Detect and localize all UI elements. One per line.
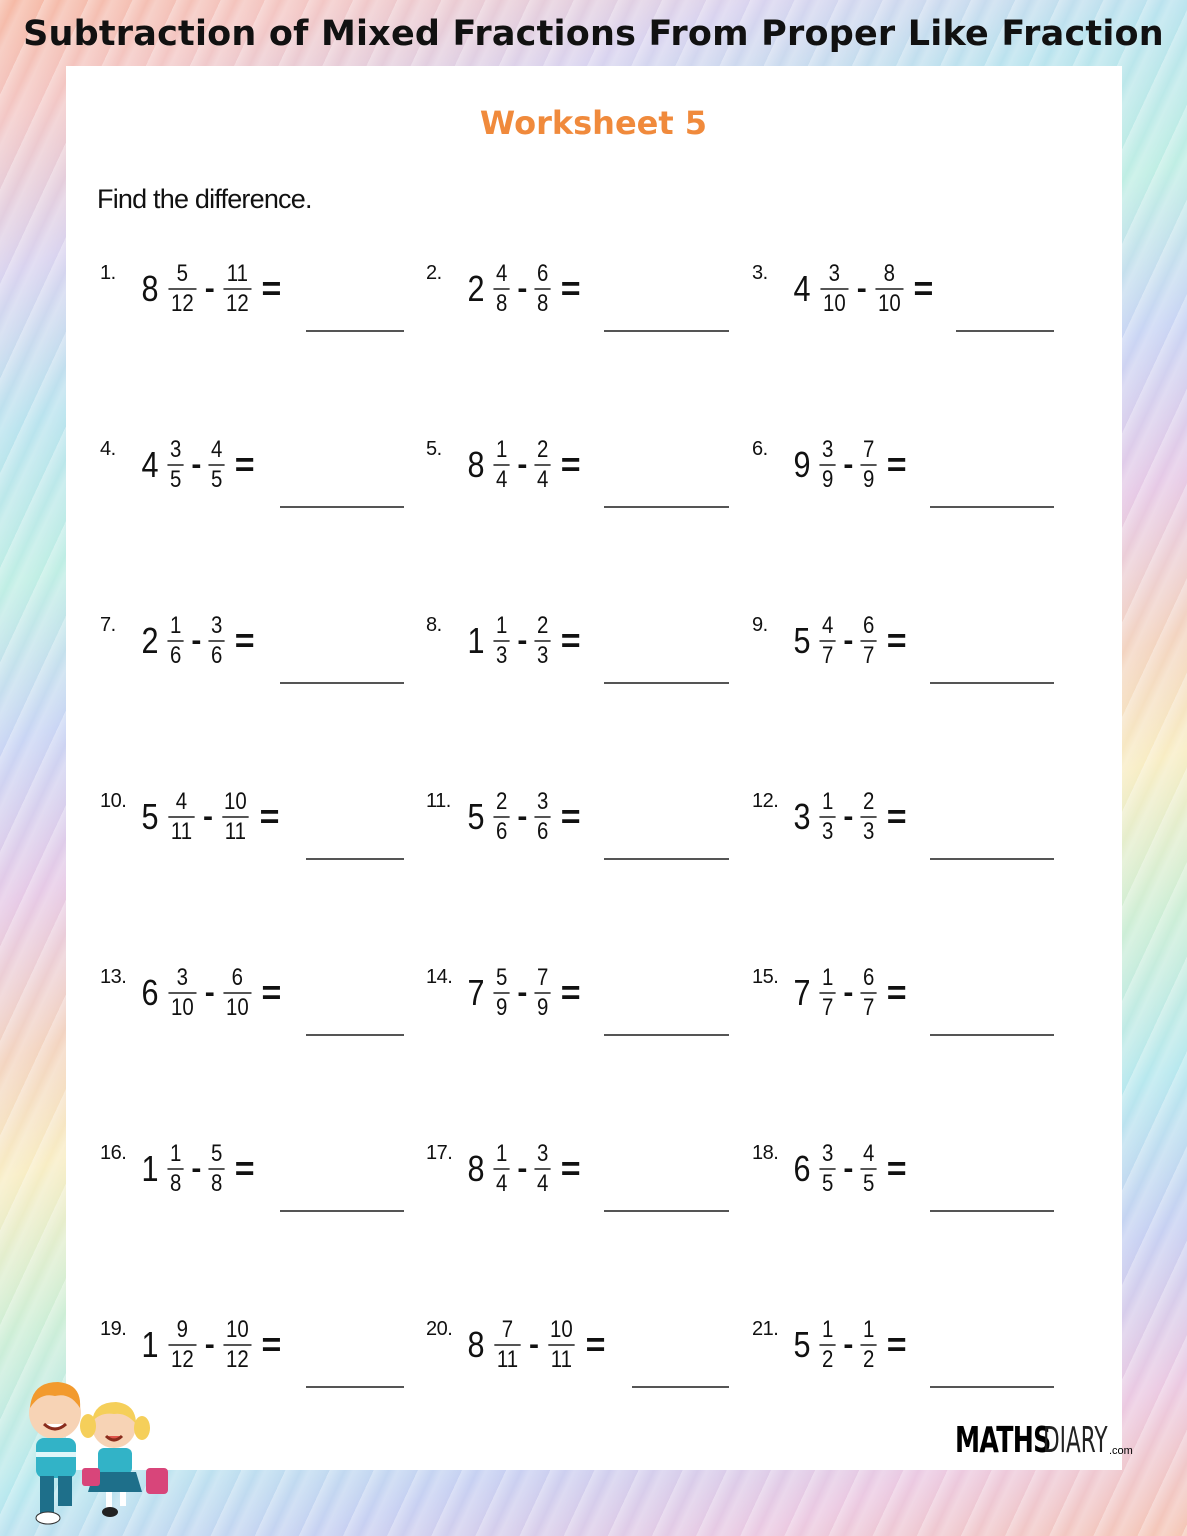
proper-fraction — [861, 436, 877, 494]
whole-number: 7 — [467, 972, 485, 1013]
problem-expression — [466, 612, 581, 670]
numerator: 1 — [822, 964, 834, 991]
proper-fraction — [535, 260, 551, 318]
problem-expression — [792, 436, 907, 494]
instruction-text: Find the difference. — [97, 184, 312, 214]
minus-sign: - — [856, 272, 867, 305]
answer-blank-9[interactable] — [930, 682, 1054, 684]
proper-fraction — [861, 788, 877, 846]
minus-sign: - — [843, 448, 854, 481]
answer-blank-4[interactable] — [280, 506, 404, 508]
problem-number: 19. — [100, 1318, 127, 1340]
proper-fraction — [861, 1316, 877, 1374]
denominator: 6 — [493, 816, 509, 846]
numerator: 8 — [883, 260, 895, 287]
problem-12 — [752, 786, 907, 876]
denominator: 5 — [209, 464, 225, 494]
problem-expression — [466, 1140, 581, 1198]
numerator: 6 — [231, 964, 243, 991]
problem-number: 3. — [752, 262, 768, 284]
mixed-fraction-part — [167, 1140, 183, 1198]
problem-expression — [140, 436, 255, 494]
mixed-fraction-part — [819, 1140, 835, 1198]
equals-sign: = — [560, 973, 581, 1012]
logo-light-text: DIARY — [1043, 1420, 1108, 1461]
answer-blank-19[interactable] — [306, 1386, 404, 1388]
equals-sign: = — [234, 1149, 255, 1188]
denominator: 4 — [493, 1168, 509, 1198]
denominator: 5 — [167, 464, 183, 494]
problem-10 — [100, 786, 280, 876]
whole-number: 2 — [141, 620, 159, 661]
answer-blank-1[interactable] — [306, 330, 404, 332]
numerator: 2 — [537, 612, 549, 639]
minus-sign: - — [843, 976, 854, 1009]
minus-sign: - — [843, 1152, 854, 1185]
equals-sign: = — [560, 797, 581, 836]
numerator: 2 — [863, 788, 875, 815]
problem-expression — [466, 788, 581, 846]
denominator: 12 — [168, 1344, 196, 1374]
numerator: 3 — [537, 788, 549, 815]
minus-sign: - — [843, 624, 854, 657]
problem-15 — [752, 962, 907, 1052]
mixed-fraction-part — [167, 436, 183, 494]
denominator: 7 — [861, 640, 877, 670]
numerator: 3 — [822, 1140, 834, 1167]
denominator: 8 — [493, 288, 509, 318]
numerator: 4 — [211, 436, 223, 463]
proper-fraction — [535, 1140, 551, 1198]
numerator: 5 — [211, 1140, 223, 1167]
numerator: 7 — [537, 964, 549, 991]
equals-sign: = — [560, 621, 581, 660]
problem-number: 6. — [752, 438, 768, 460]
minus-sign: - — [204, 976, 215, 1009]
denominator: 7 — [861, 992, 877, 1022]
numerator: 1 — [822, 1316, 834, 1343]
denominator: 7 — [819, 640, 835, 670]
kids-illustration-icon — [10, 1368, 175, 1528]
numerator: 4 — [863, 1140, 875, 1167]
problem-number: 18. — [752, 1142, 779, 1164]
problem-11 — [426, 786, 581, 876]
problem-6 — [752, 434, 907, 524]
denominator: 9 — [493, 992, 509, 1022]
proper-fraction — [875, 260, 903, 318]
numerator: 1 — [863, 1316, 875, 1343]
mixed-fraction-part — [167, 612, 183, 670]
mixed-fraction-part — [168, 964, 196, 1022]
denominator: 10 — [875, 288, 903, 318]
denominator: 8 — [535, 288, 551, 318]
minus-sign: - — [517, 272, 528, 305]
problem-number: 9. — [752, 614, 768, 636]
denominator: 10 — [820, 288, 848, 318]
problem-4 — [100, 434, 255, 524]
mixed-fraction-part — [494, 1316, 520, 1374]
problem-1 — [100, 258, 281, 348]
proper-fraction — [535, 788, 551, 846]
problem-2 — [426, 258, 581, 348]
answer-blank-10[interactable] — [306, 858, 404, 860]
problem-number: 4. — [100, 438, 116, 460]
whole-number: 5 — [141, 796, 159, 837]
denominator: 3 — [861, 816, 877, 846]
numerator: 11 — [226, 260, 248, 287]
minus-sign: - — [202, 800, 213, 833]
whole-number: 9 — [793, 444, 811, 485]
answer-blank-21[interactable] — [930, 1386, 1054, 1388]
numerator: 9 — [176, 1316, 189, 1343]
numerator: 1 — [496, 612, 508, 639]
proper-fraction — [535, 964, 551, 1022]
denominator: 5 — [861, 1168, 877, 1198]
mixed-fraction-part — [493, 260, 509, 318]
answer-blank-12[interactable] — [930, 858, 1054, 860]
problem-number: 14. — [426, 966, 453, 988]
answer-blank-16[interactable] — [280, 1210, 404, 1212]
answer-blank-20[interactable] — [632, 1386, 729, 1388]
problem-13 — [100, 962, 281, 1052]
minus-sign: - — [204, 1328, 215, 1361]
problem-21 — [752, 1314, 907, 1404]
problem-number: 8. — [426, 614, 442, 636]
problem-expression — [792, 612, 907, 670]
problem-14 — [426, 962, 581, 1052]
problem-expression — [792, 788, 907, 846]
answer-blank-15[interactable] — [930, 1034, 1054, 1036]
numerator: 10 — [225, 1316, 249, 1343]
proper-fraction — [547, 1316, 575, 1374]
numerator: 6 — [863, 964, 875, 991]
denominator: 11 — [222, 816, 248, 846]
numerator: 5 — [496, 964, 508, 991]
problem-number: 15. — [752, 966, 779, 988]
page-title: Subtraction of Mixed Fractions From Proper Like Fraction — [23, 14, 1164, 54]
mixed-fraction-part — [819, 436, 835, 494]
denominator: 12 — [223, 1344, 251, 1374]
proper-fraction — [861, 964, 877, 1022]
problem-number: 17. — [426, 1142, 453, 1164]
equals-sign: = — [886, 1325, 907, 1364]
proper-fraction — [535, 612, 551, 670]
denominator: 6 — [167, 640, 183, 670]
problem-number: 7. — [100, 614, 116, 636]
denominator: 3 — [493, 640, 509, 670]
whole-number: 1 — [141, 1148, 159, 1189]
denominator: 3 — [819, 816, 835, 846]
denominator: 6 — [209, 640, 225, 670]
problem-5 — [426, 434, 581, 524]
mixed-fraction-part — [168, 260, 196, 318]
problem-20 — [426, 1314, 606, 1404]
equals-sign: = — [560, 269, 581, 308]
denominator: 4 — [493, 464, 509, 494]
whole-number: 8 — [467, 1324, 485, 1365]
equals-sign: = — [261, 269, 282, 308]
proper-fraction — [223, 1316, 251, 1374]
whole-number: 4 — [793, 268, 811, 309]
proper-fraction — [209, 436, 225, 494]
problem-expression — [792, 260, 933, 318]
numerator: 4 — [822, 612, 834, 639]
numerator: 7 — [863, 436, 875, 463]
whole-number: 6 — [141, 972, 159, 1013]
answer-blank-5[interactable] — [604, 506, 729, 508]
minus-sign: - — [204, 272, 215, 305]
denominator: 4 — [535, 1168, 551, 1198]
problem-number: 2. — [426, 262, 442, 284]
numerator: 3 — [170, 436, 182, 463]
problem-expression — [466, 436, 581, 494]
mixed-fraction-part — [493, 964, 509, 1022]
numerator: 6 — [537, 260, 549, 287]
numerator: 10 — [549, 1316, 573, 1343]
problem-expression — [792, 1140, 907, 1198]
mixed-fraction-part — [493, 1140, 509, 1198]
numerator: 5 — [176, 260, 189, 287]
denominator: 9 — [819, 464, 835, 494]
mixed-fraction-part — [168, 788, 194, 846]
numerator: 3 — [822, 436, 834, 463]
problem-expression — [792, 964, 907, 1022]
denominator: 4 — [535, 464, 551, 494]
denominator: 9 — [535, 992, 551, 1022]
whole-number: 2 — [467, 268, 485, 309]
problem-expression — [792, 1316, 907, 1374]
minus-sign: - — [528, 1328, 539, 1361]
equals-sign: = — [261, 1325, 282, 1364]
problem-number: 11. — [426, 790, 451, 812]
equals-sign: = — [560, 1149, 581, 1188]
denominator: 9 — [861, 464, 877, 494]
mathsdiary-logo — [955, 1420, 1133, 1461]
denominator: 10 — [223, 992, 251, 1022]
answer-blank-3[interactable] — [956, 330, 1054, 332]
problem-expression — [140, 964, 281, 1022]
minus-sign: - — [191, 1152, 202, 1185]
mixed-fraction-part — [493, 612, 509, 670]
problem-number: 21. — [752, 1318, 779, 1340]
proper-fraction — [861, 1140, 877, 1198]
problem-16 — [100, 1138, 255, 1228]
whole-number: 8 — [141, 268, 159, 309]
numerator: 1 — [496, 436, 508, 463]
problem-9 — [752, 610, 907, 700]
answer-blank-18[interactable] — [930, 1210, 1054, 1212]
problem-17 — [426, 1138, 581, 1228]
mixed-fraction-part — [819, 964, 835, 1022]
problem-number: 5. — [426, 438, 442, 460]
proper-fraction — [221, 788, 249, 846]
problem-number: 16. — [100, 1142, 127, 1164]
denominator: 8 — [167, 1168, 183, 1198]
problem-number: 1. — [100, 262, 116, 284]
whole-number: 4 — [141, 444, 159, 485]
numerator: 10 — [223, 788, 247, 815]
problem-expression — [140, 1140, 255, 1198]
problem-expression — [140, 788, 280, 846]
logo-suffix-text: .com — [1109, 1445, 1133, 1457]
proper-fraction — [209, 612, 225, 670]
whole-number: 8 — [467, 1148, 485, 1189]
denominator: 10 — [168, 992, 196, 1022]
problem-number: 10. — [100, 790, 127, 812]
denominator: 8 — [209, 1168, 225, 1198]
numerator: 1 — [822, 788, 834, 815]
numerator: 7 — [501, 1316, 514, 1343]
equals-sign: = — [886, 445, 907, 484]
answer-blank-14[interactable] — [604, 1034, 729, 1036]
minus-sign: - — [843, 1328, 854, 1361]
denominator: 11 — [168, 816, 194, 846]
numerator: 3 — [176, 964, 189, 991]
whole-number: 5 — [793, 620, 811, 661]
equals-sign: = — [560, 445, 581, 484]
proper-fraction — [209, 1140, 225, 1198]
minus-sign: - — [191, 448, 202, 481]
minus-sign: - — [191, 624, 202, 657]
numerator: 2 — [496, 788, 508, 815]
answer-blank-11[interactable] — [604, 858, 729, 860]
numerator: 3 — [537, 1140, 549, 1167]
answer-blank-7[interactable] — [280, 682, 404, 684]
problem-expression — [466, 1316, 606, 1374]
logo-bold-text: MATHS — [955, 1420, 1051, 1461]
problem-number: 20. — [426, 1318, 453, 1340]
mixed-fraction-part — [820, 260, 848, 318]
denominator: 12 — [168, 288, 196, 318]
denominator: 7 — [819, 992, 835, 1022]
equals-sign: = — [261, 973, 282, 1012]
proper-fraction — [861, 612, 877, 670]
problem-number: 13. — [100, 966, 127, 988]
whole-number: 7 — [793, 972, 811, 1013]
denominator: 12 — [223, 288, 251, 318]
denominator: 11 — [548, 1344, 574, 1374]
mixed-fraction-part — [819, 1316, 835, 1374]
mixed-fraction-part — [493, 788, 509, 846]
equals-sign: = — [259, 797, 280, 836]
problem-8 — [426, 610, 581, 700]
whole-number: 8 — [467, 444, 485, 485]
answer-blank-2[interactable] — [604, 330, 729, 332]
denominator: 2 — [819, 1344, 835, 1374]
mixed-fraction-part — [168, 1316, 196, 1374]
problem-expression — [466, 964, 581, 1022]
numerator: 2 — [537, 436, 549, 463]
denominator: 3 — [535, 640, 551, 670]
numerator: 4 — [496, 260, 508, 287]
equals-sign: = — [234, 445, 255, 484]
numerator: 4 — [175, 788, 188, 815]
answer-blank-17[interactable] — [604, 1210, 729, 1212]
numerator: 1 — [170, 1140, 182, 1167]
numerator: 6 — [863, 612, 875, 639]
proper-fraction — [223, 260, 251, 318]
equals-sign: = — [886, 797, 907, 836]
mixed-fraction-part — [493, 436, 509, 494]
problem-7 — [100, 610, 255, 700]
equals-sign: = — [234, 621, 255, 660]
whole-number: 5 — [467, 796, 485, 837]
whole-number: 1 — [467, 620, 485, 661]
minus-sign: - — [517, 976, 528, 1009]
denominator: 11 — [494, 1344, 520, 1374]
minus-sign: - — [843, 800, 854, 833]
problem-3 — [752, 258, 933, 348]
denominator: 5 — [819, 1168, 835, 1198]
equals-sign: = — [913, 269, 934, 308]
mixed-fraction-part — [819, 612, 835, 670]
equals-sign: = — [585, 1325, 606, 1364]
numerator: 1 — [496, 1140, 508, 1167]
answer-blank-6[interactable] — [930, 506, 1054, 508]
problem-number: 12. — [752, 790, 779, 812]
numerator: 3 — [211, 612, 223, 639]
whole-number: 5 — [793, 1324, 811, 1365]
problem-expression — [140, 260, 281, 318]
whole-number: 1 — [141, 1324, 159, 1365]
numerator: 1 — [170, 612, 182, 639]
equals-sign: = — [886, 1149, 907, 1188]
proper-fraction — [223, 964, 251, 1022]
minus-sign: - — [517, 1152, 528, 1185]
problem-expression — [140, 612, 255, 670]
problem-expression — [140, 1316, 281, 1374]
equals-sign: = — [886, 621, 907, 660]
minus-sign: - — [517, 800, 528, 833]
denominator: 2 — [861, 1344, 877, 1374]
whole-number: 6 — [793, 1148, 811, 1189]
numerator: 3 — [828, 260, 841, 287]
proper-fraction — [535, 436, 551, 494]
whole-number: 3 — [793, 796, 811, 837]
problem-18 — [752, 1138, 907, 1228]
mixed-fraction-part — [819, 788, 835, 846]
answer-blank-8[interactable] — [604, 682, 729, 684]
equals-sign: = — [886, 973, 907, 1012]
answer-blank-13[interactable] — [306, 1034, 404, 1036]
denominator: 6 — [535, 816, 551, 846]
minus-sign: - — [517, 448, 528, 481]
worksheet-title: Worksheet 5 — [479, 104, 708, 142]
minus-sign: - — [517, 624, 528, 657]
problem-expression — [466, 260, 581, 318]
